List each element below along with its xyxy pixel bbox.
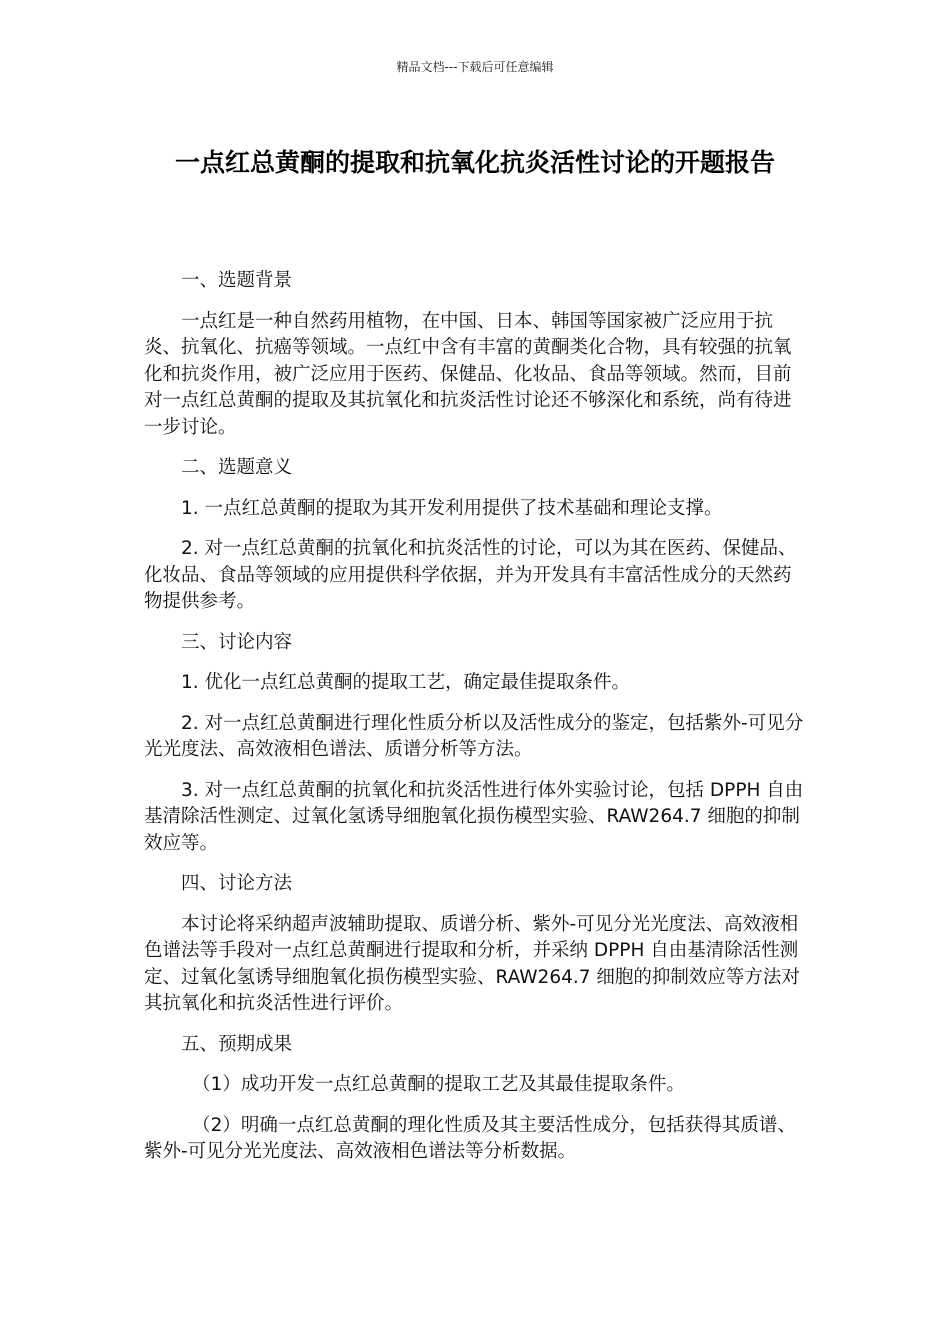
section-heading-content: 三、讨论内容	[181, 631, 293, 653]
section-heading-background: 一、选题背景	[181, 270, 293, 291]
paragraph-outcome-2: （2）明确一点红总黄酮的理化性质及其主要活性成分，包括获得其质谱、紫外-可见分光光度法、高效液相色谱法等分析数据。	[144, 1114, 796, 1162]
paragraph-background: 一点红是一种自然药用植物，在中国、日本、韩国等国家被广泛应用于抗炎、抗氧化、抗癌等领域。一点红中含有丰富的黄酮类化合物，具有较强的抗氧化和抗炎作用，被广泛应用于医药、保健品、化妆品、食品等领域。然而，目前对一点红总黄酮的提取及其抗氧化和抗炎活性讨论还不够深化和系统，尚有待进一步讨论。	[144, 310, 792, 438]
document-body	[144, 268, 808, 1180]
section-heading-outcomes: 五、预期成果	[181, 1033, 293, 1055]
section-heading-significance: 二、选题意义	[181, 457, 293, 478]
section-heading-methods: 四、讨论方法	[181, 873, 293, 894]
paragraph-methods: 本讨论将采纳超声波辅助提取、质谱分析、紫外-可见分光光度法、高效液相色谱法等手段对一点红总黄酮进行提取和分析，并采纳 DPPH 自由基清除活性测定、过氧化氢诱导细胞氧化损伤模型实验、RAW264.7 细胞的抑制效应等方法对其抗氧化和抗炎活性进行评价。	[144, 913, 800, 1014]
page-header: 精品文档---下载后可任意编辑	[396, 60, 554, 74]
paragraph-content-3: 3. 对一点红总黄酮的抗氧化和抗炎活性进行体外实验讨论，包括 DPPH 自由基清除活性测定、过氧化氢诱导细胞氧化损伤模型实验、RAW264.7 细胞的抑制效应等。	[144, 779, 804, 854]
paragraph-significance-2: 2. 对一点红总黄酮的抗氧化和抗炎活性的讨论，可以为其在医药、保健品、化妆品、食品等领域的应用提供科学依据，并为开发具有丰富活性成分的天然药物提供参考。	[144, 538, 797, 612]
paragraph-outcome-1: （1）成功开发一点红总黄酮的提取工艺及其最佳提取条件。	[192, 1074, 685, 1095]
document-title: 一点红总黄酮的提取和抗氧化抗炎活性讨论的开题报告	[174, 148, 775, 177]
paragraph-significance-1: 1. 一点红总黄酮的提取为其开发利用提供了技术基础和理论支撑。	[181, 497, 723, 519]
paragraph-content-2: 2. 对一点红总黄酮进行理化性质分析以及活性成分的鉴定，包括紫外-可见分光光度法、高效液相色谱法、质谱分析等方法。	[144, 712, 804, 760]
paragraph-content-1: 1. 优化一点红总黄酮的提取工艺，确定最佳提取条件。	[181, 672, 631, 693]
